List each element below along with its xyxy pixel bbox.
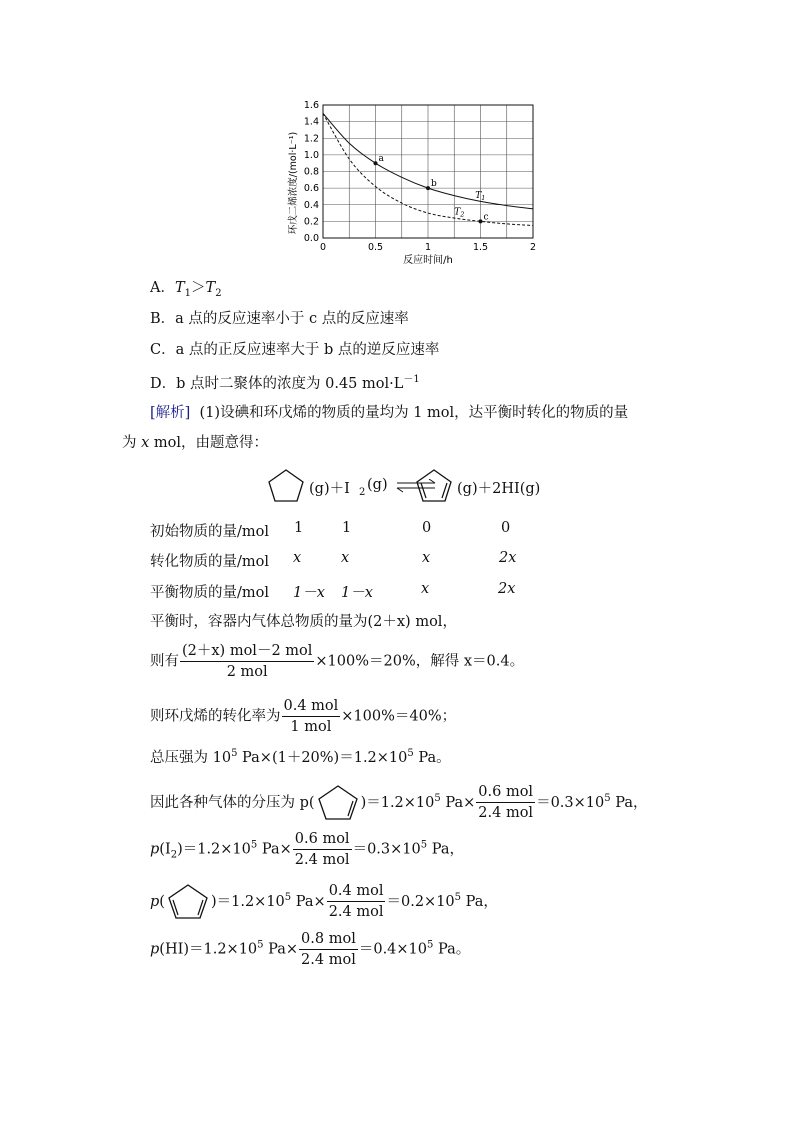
point-label: a bbox=[378, 154, 384, 165]
y-tick-label: 0.6 bbox=[303, 183, 319, 195]
y-axis-label: 环戊二烯浓度/(mol·L⁻¹) bbox=[288, 131, 299, 235]
option-b: B．a 点的反应速率小于 c 点的反应速率 bbox=[150, 311, 409, 327]
data-point-a bbox=[374, 161, 378, 165]
partial-pressure-cyclopentene: 因此各种气体的分压为 p( )$=1.2\times 10^5$ Pa× $\frac{\text{0.6 mol}}{\text{2.4 mol}}$ $=0.3\times 10^5$ Pa， bbox=[150, 784, 648, 822]
option-a: A．$T_1>T_2$ bbox=[150, 280, 222, 299]
table-row: 转化物质的量/mol x x x 2x bbox=[150, 550, 517, 570]
x-axis-label: 反应时间/h bbox=[403, 255, 453, 266]
partial-pressure-cyclopentadiene: p( )$=1.2\times 10^5$ Pa× $\frac{\text{0.4 mol}}{\text{2.4 mol}}$ $=0.2\times 10^5$ Pa， bbox=[150, 883, 498, 921]
total-moles-line: 平衡时，容器内气体总物质的量为(2＋x) mol， bbox=[150, 614, 457, 630]
x-tick-label: 2 bbox=[529, 242, 537, 253]
concentration-chart bbox=[280, 95, 550, 270]
option-d: D．b 点时二聚体的浓度为 0.45 $mol\cdot L^{-1}$ bbox=[150, 374, 420, 392]
y-tick-label: 1.2 bbox=[303, 133, 319, 145]
y-tick-label: 1.4 bbox=[303, 116, 319, 128]
y-tick-label: 1.6 bbox=[303, 100, 319, 111]
partial-pressure-iodine: $p(I_2)=1.2\times 10^5$ Pa× $\frac{\text{0.6 mol}}{\text{2.4 mol}}$ $=0.3\times 10^5$ Pa， bbox=[150, 831, 464, 868]
reaction-equation: (g)＋I 2 (g) (g)＋2HI(g) bbox=[265, 467, 565, 507]
equation-line: 则有 $\frac{\text{(2＋x) mol－2 mol}}{\text{2 mol}}$ ×100%＝20%，解得 x＝0.4。 bbox=[150, 643, 525, 680]
y-tick-label: 0.8 bbox=[303, 166, 319, 178]
table-row: 平衡物质的量/mol 1－x 1－x x 2x bbox=[150, 581, 516, 601]
x-tick-label: 0.5 bbox=[367, 242, 384, 253]
point-label: b bbox=[431, 179, 437, 190]
chart-ticks bbox=[304, 100, 536, 253]
data-point-b bbox=[426, 186, 430, 190]
cyclopentene-icon bbox=[315, 783, 361, 823]
x-tick-label: 0 bbox=[319, 242, 327, 253]
y-tick-label: 1.0 bbox=[303, 149, 319, 161]
x-tick-label: 1 bbox=[424, 242, 432, 253]
table-row: 初始物质的量/mol 1 1 0 0 bbox=[150, 520, 511, 540]
cyclopentadiene-icon bbox=[413, 467, 455, 505]
total-pressure-line: 总压强为 $10^5$ $Pa\times(1+20\%)=1.2\times 10^5$ Pa。 bbox=[150, 748, 451, 766]
point-label: c bbox=[483, 212, 489, 223]
chart-grid bbox=[323, 105, 533, 238]
cyclopentene-icon bbox=[265, 467, 307, 505]
x-tick-label: 1.5 bbox=[472, 242, 489, 253]
y-tick-label: 0.2 bbox=[303, 216, 319, 228]
y-tick-label: 0.4 bbox=[303, 199, 319, 211]
analysis-tag: [解析] bbox=[150, 405, 191, 421]
analysis-line-2: 为 x mol，由题意得： bbox=[122, 435, 269, 451]
option-c: C．a 点的正反应速率大于 b 点的逆反应速率 bbox=[150, 342, 440, 358]
chart-points bbox=[374, 154, 489, 223]
data-point-c bbox=[479, 219, 483, 223]
curve-label: $T_2$ bbox=[454, 207, 465, 219]
y-tick-label: 0.0 bbox=[303, 233, 319, 244]
analysis-line-1: [解析] (1)设碘和环戊烯的物质的量均为 1 mol，达平衡时转化的物质的量 bbox=[150, 405, 629, 421]
cyclopentadiene-icon bbox=[165, 882, 211, 922]
curve-label: $T_1$ bbox=[475, 191, 486, 203]
conversion-line: 则环戊烯的转化率为 $\frac{\text{0.4 mol}}{\text{1 mol}}$ ×100%＝40%； bbox=[150, 698, 457, 735]
partial-pressure-hi: $p(HI)=1.2\times 10^5$ Pa× $\frac{\text{0.8 mol}}{\text{2.4 mol}}$ $=0.4\times 10^5$ Pa。 bbox=[150, 931, 471, 968]
